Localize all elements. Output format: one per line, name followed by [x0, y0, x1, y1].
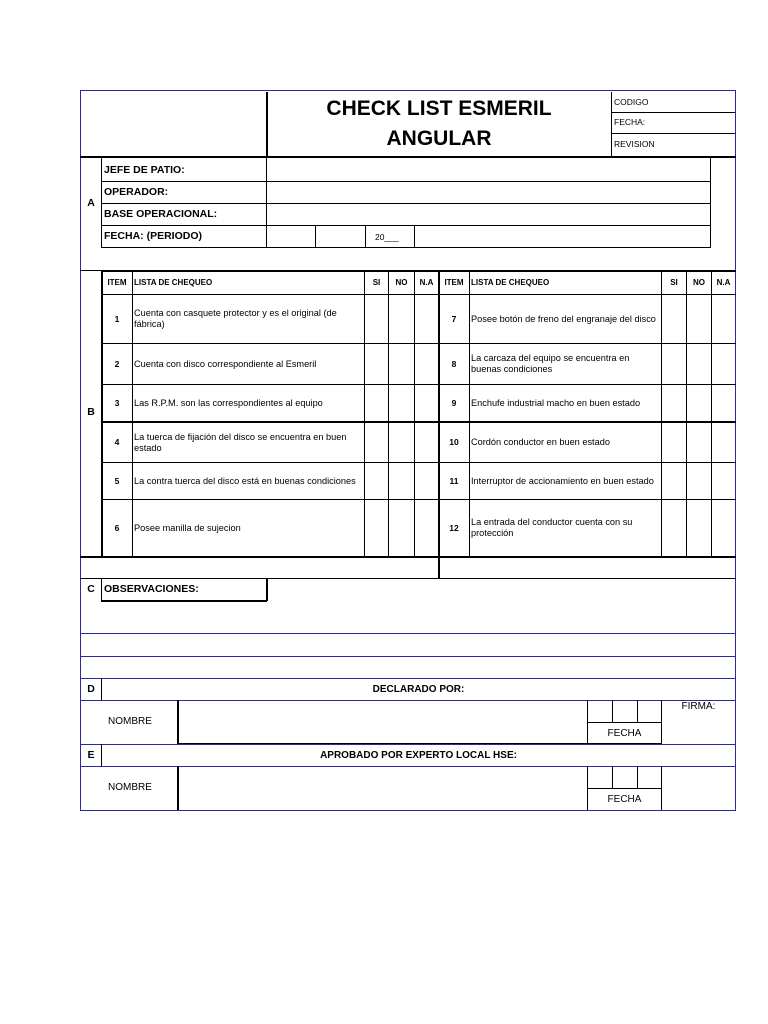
- section-b-letter: B: [87, 405, 95, 418]
- item-number: 11: [449, 475, 459, 486]
- na-checkbox[interactable]: [713, 296, 734, 342]
- declarado-fecha-label: FECHA: [607, 727, 642, 739]
- na-checkbox[interactable]: [713, 386, 734, 420]
- item-number: 3: [114, 397, 120, 408]
- na-checkbox[interactable]: [416, 424, 437, 461]
- aprobado-fecha-label: FECHA: [607, 793, 642, 805]
- no-checkbox[interactable]: [390, 386, 413, 420]
- aprobado-nombre-field[interactable]: [180, 768, 585, 809]
- fecha-day-field[interactable]: [268, 226, 314, 247]
- item-number: 7: [451, 313, 457, 324]
- aprobado-por-label: APROBADO POR EXPERTO LOCAL HSE:: [320, 749, 517, 761]
- declarado-fecha-day[interactable]: [589, 702, 611, 721]
- no-checkbox[interactable]: [688, 386, 710, 420]
- no-checkbox[interactable]: [390, 501, 413, 555]
- aprobado-nombre-label: NOMBRE: [108, 782, 152, 794]
- left-col-lista: LISTA DE CHEQUEO: [134, 277, 213, 287]
- no-checkbox[interactable]: [390, 345, 413, 383]
- right-col-item: ITEM: [444, 277, 464, 287]
- jefe-de-patio-field[interactable]: [268, 159, 709, 180]
- fecha-year-field[interactable]: 20___: [375, 231, 399, 242]
- section-e-letter: E: [87, 749, 95, 762]
- si-checkbox[interactable]: [663, 296, 685, 342]
- na-checkbox[interactable]: [713, 345, 734, 383]
- fecha-month-field[interactable]: [317, 226, 364, 247]
- si-checkbox[interactable]: [366, 296, 387, 342]
- base-operacional-label: BASE OPERACIONAL:: [104, 207, 218, 220]
- revision-label: REVISION: [614, 138, 655, 149]
- si-checkbox[interactable]: [366, 345, 387, 383]
- item-text: La carcaza del equipo se encuentra en buenas condiciones: [471, 353, 630, 374]
- item-text: Cuenta con casquete protector y es el original (de fábrica): [134, 308, 337, 329]
- aprobado-fecha-day[interactable]: [589, 768, 611, 787]
- section-c-letter: C: [87, 583, 95, 596]
- fecha-periodo-label: FECHA: (PERIODO): [104, 230, 202, 243]
- item-text: Posee botón de freno del engranaje del disco: [471, 313, 656, 324]
- operador-field[interactable]: [268, 182, 709, 202]
- observaciones-line[interactable]: [82, 602, 734, 632]
- document-title: [268, 93, 610, 155]
- left-col-no: NO: [395, 277, 408, 287]
- no-checkbox[interactable]: [390, 464, 413, 498]
- si-checkbox[interactable]: [663, 386, 685, 420]
- codigo-label: CODIGO: [614, 96, 649, 107]
- declarado-fecha-year[interactable]: [639, 702, 660, 721]
- right-col-lista: LISTA DE CHEQUEO: [471, 277, 550, 287]
- si-checkbox[interactable]: [366, 464, 387, 498]
- item-text: La entrada del conductor cuenta con su protección: [471, 517, 633, 538]
- item-text: Las R.P.M. son las correspondientes al equipo: [134, 397, 323, 408]
- na-checkbox[interactable]: [416, 386, 437, 420]
- item-number: 9: [451, 397, 457, 408]
- no-checkbox[interactable]: [688, 464, 710, 498]
- si-checkbox[interactable]: [663, 345, 685, 383]
- si-checkbox[interactable]: [663, 464, 685, 498]
- right-col-no: NO: [693, 277, 705, 287]
- item-number: 10: [449, 437, 459, 448]
- left-col-item: ITEM: [107, 277, 127, 287]
- no-checkbox[interactable]: [688, 345, 710, 383]
- section-d-letter: D: [87, 683, 95, 696]
- no-checkbox[interactable]: [390, 296, 413, 342]
- item-text: Posee manilla de sujecion: [134, 522, 241, 533]
- title-line-1: CHECK LIST ESMERIL: [326, 97, 552, 120]
- na-checkbox[interactable]: [416, 464, 437, 498]
- declarado-fecha-month[interactable]: [614, 702, 636, 721]
- aprobado-fecha-year[interactable]: [639, 768, 660, 787]
- na-checkbox[interactable]: [713, 424, 734, 461]
- item-text: Cordón conductor en buen estado: [471, 437, 610, 448]
- item-text: La tuerca de fijación del disco se encuentra en buen estado: [134, 431, 347, 453]
- aprobado-firma-field[interactable]: [664, 768, 734, 809]
- left-col-na: N.A: [419, 277, 434, 287]
- fecha-extra-field[interactable]: [416, 226, 709, 247]
- si-checkbox[interactable]: [663, 501, 685, 555]
- na-checkbox[interactable]: [416, 345, 437, 383]
- si-checkbox[interactable]: [366, 424, 387, 461]
- declarado-nombre-label: NOMBRE: [108, 716, 152, 728]
- item-text: Interruptor de accionamiento en buen estado: [471, 475, 654, 486]
- item-number: 4: [114, 437, 120, 448]
- right-col-si: SI: [670, 277, 678, 287]
- fecha-header-label: FECHA:: [614, 117, 646, 128]
- si-checkbox[interactable]: [663, 424, 685, 461]
- right-col-na: N.A: [716, 277, 731, 287]
- left-col-si: SI: [372, 277, 381, 287]
- firma-label: FIRMA:: [681, 701, 716, 713]
- si-checkbox[interactable]: [366, 386, 387, 420]
- no-checkbox[interactable]: [688, 424, 710, 461]
- title-line-2: ANGULAR: [386, 127, 492, 150]
- observaciones-label: OBSERVACIONES:: [104, 583, 199, 596]
- item-number: 5: [114, 475, 120, 486]
- item-text: La contra tuerca del disco está en buenas condiciones: [134, 475, 356, 486]
- no-checkbox[interactable]: [688, 501, 710, 555]
- na-checkbox[interactable]: [416, 501, 437, 555]
- base-operacional-field[interactable]: [268, 204, 709, 224]
- operador-label: OPERADOR:: [104, 185, 169, 198]
- no-checkbox[interactable]: [688, 296, 710, 342]
- no-checkbox[interactable]: [390, 424, 413, 461]
- na-checkbox[interactable]: [713, 464, 734, 498]
- item-text: Cuenta con disco correspondiente al Esmeril: [134, 358, 317, 369]
- logo-cell: [82, 93, 265, 155]
- na-checkbox[interactable]: [713, 501, 734, 555]
- observaciones-line[interactable]: [82, 658, 734, 677]
- aprobado-fecha-month[interactable]: [614, 768, 636, 787]
- si-checkbox[interactable]: [366, 501, 387, 555]
- item-number: 6: [114, 522, 120, 533]
- observaciones-line[interactable]: [82, 635, 734, 655]
- item-number: 8: [451, 358, 457, 369]
- firma-field[interactable]: [664, 715, 734, 743]
- declarado-nombre-field[interactable]: [180, 702, 585, 742]
- item-text: Enchufe industrial macho en buen estado: [471, 397, 641, 408]
- item-number: 2: [114, 358, 120, 369]
- declarado-por-label: DECLARADO POR:: [372, 683, 465, 695]
- section-a-letter: A: [87, 196, 95, 209]
- item-number: 1: [114, 313, 120, 324]
- jefe-de-patio-label: JEFE DE PATIO:: [104, 163, 185, 176]
- item-number: 12: [449, 522, 459, 533]
- na-checkbox[interactable]: [416, 296, 437, 342]
